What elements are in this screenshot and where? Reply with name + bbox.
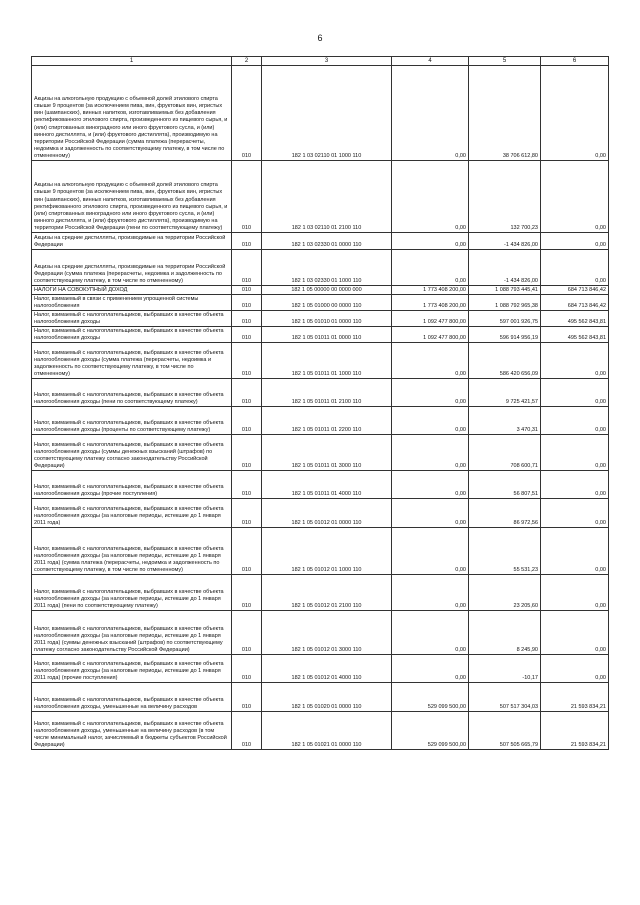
row-unexecuted-amount: 0,00 <box>541 66 609 161</box>
row-line-code: 010 <box>232 295 262 311</box>
row-budget-code: 182 1 03 02110 01 2100 110 <box>262 161 392 233</box>
row-budget-code: 182 1 05 01012 01 3000 110 <box>262 611 392 655</box>
row-line-code: 010 <box>232 66 262 161</box>
row-budget-code: 182 1 05 01011 01 1000 110 <box>262 343 392 379</box>
row-line-code: 010 <box>232 435 262 471</box>
row-unexecuted-amount: 495 562 843,81 <box>541 311 609 327</box>
row-unexecuted-amount: 0,00 <box>541 575 609 611</box>
row-line-code: 010 <box>232 528 262 575</box>
row-line-code: 010 <box>232 311 262 327</box>
row-executed-amount: -1 434 826,00 <box>469 233 541 250</box>
table-row <box>32 712 609 750</box>
row-executed-amount: 8 245,90 <box>469 611 541 655</box>
row-unexecuted-amount: 0,00 <box>541 343 609 379</box>
row-budget-code: 182 1 03 02330 01 0000 110 <box>262 233 392 250</box>
row-name: Акцизы на алкогольную продукцию с объемной долей этилового спирта свыше 9 процентов (за исключением пива, вин, фруктовых вин, игристых вин (шампанских), винных напитков, изготавливаемых без добавления ректификованного этилового спирта, произведенного из пищевого сырья, и (или) спиртованных виноградного или иного фруктового сусла, и (или) винного дистиллята, и (или) фруктового дистиллята), производимую на территории Российской Федерации (пени по соответствующему платежу) <box>32 161 232 233</box>
column-number: 5 <box>469 57 541 66</box>
row-unexecuted-amount: 0,00 <box>541 233 609 250</box>
row-budget-code: 182 1 05 01020 01 0000 110 <box>262 683 392 712</box>
row-budget-code: 182 1 05 01000 00 0000 110 <box>262 295 392 311</box>
revenue-report-table <box>31 56 609 750</box>
row-planned-amount: 0,00 <box>392 379 469 407</box>
row-planned-amount: 1 092 477 800,00 <box>392 311 469 327</box>
table-row <box>32 311 609 327</box>
row-unexecuted-amount: 495 562 843,81 <box>541 327 609 343</box>
column-number: 2 <box>232 57 262 66</box>
row-executed-amount: 596 914 956,19 <box>469 327 541 343</box>
row-line-code: 010 <box>232 233 262 250</box>
row-executed-amount: 507 505 665,79 <box>469 712 541 750</box>
row-name: Налог, взимаемый с налогоплательщиков, выбравших в качестве объекта налогообложения доходы (прочие поступления) <box>32 471 232 499</box>
row-name: НАЛОГИ НА СОВОКУПНЫЙ ДОХОД <box>32 286 232 295</box>
row-name: Налог, взимаемый в связи с применением упрощенной системы налогообложения <box>32 295 232 311</box>
row-budget-code: 182 1 05 01010 01 0000 110 <box>262 311 392 327</box>
row-planned-amount: 0,00 <box>392 499 469 528</box>
row-line-code: 010 <box>232 327 262 343</box>
row-unexecuted-amount: 21 593 834,21 <box>541 683 609 712</box>
table-row <box>32 435 609 471</box>
row-planned-amount: 529 099 500,00 <box>392 712 469 750</box>
table-row <box>32 66 609 161</box>
row-name: Налог, взимаемый с налогоплательщиков, выбравших в качестве объекта налогообложения доходы <box>32 327 232 343</box>
row-planned-amount: 0,00 <box>392 407 469 435</box>
row-planned-amount: 0,00 <box>392 471 469 499</box>
row-planned-amount: 0,00 <box>392 655 469 683</box>
row-budget-code: 182 1 03 02110 01 1000 110 <box>262 66 392 161</box>
row-unexecuted-amount: 0,00 <box>541 379 609 407</box>
row-planned-amount: 1 773 408 200,00 <box>392 295 469 311</box>
row-name: Налог, взимаемый с налогоплательщиков, выбравших в качестве объекта налогообложения доходы (за налоговые периоды, истекшие до 1 января 2011 года) (пени по соответствующему платежу) <box>32 575 232 611</box>
column-number: 3 <box>262 57 392 66</box>
row-line-code: 010 <box>232 343 262 379</box>
row-executed-amount: 1 088 793 445,41 <box>469 286 541 295</box>
row-budget-code: 182 1 05 01011 01 0000 110 <box>262 327 392 343</box>
row-name: Налог, взимаемый с налогоплательщиков, выбравших в качестве объекта налогообложения доходы (за налоговые периоды, истекшие до 1 января 2011 года) (прочие поступления) <box>32 655 232 683</box>
row-budget-code: 182 1 05 01011 01 4000 110 <box>262 471 392 499</box>
row-name: Акцизы на алкогольную продукцию с объемной долей этилового спирта свыше 9 процентов (за исключением пива, вин, фруктовых вин, игристых вин (шампанских), винных напитков, изготавливаемых без добавления ректификованного этилового спирта, произведенного из пищевого сырья, и (или) спиртованных виноградного или иного фруктового сусла, и (или) винного дистиллята, и (или) фруктового дистиллята), производимую на территории Российской Федерации (сумма платежа (перерасчеты, недоимка и задолженность по соответствующему платежу, в том числе по отмененному) <box>32 66 232 161</box>
table-row <box>32 611 609 655</box>
table-row <box>32 683 609 712</box>
row-planned-amount: 0,00 <box>392 66 469 161</box>
row-line-code: 010 <box>232 250 262 286</box>
row-line-code: 010 <box>232 161 262 233</box>
row-executed-amount: 586 420 656,09 <box>469 343 541 379</box>
row-unexecuted-amount: 0,00 <box>541 161 609 233</box>
row-name: Налог, взимаемый с налогоплательщиков, выбравших в качестве объекта налогообложения доходы (за налоговые периоды, истекшие до 1 января 2011 года) (суммы денежных взысканий (штрафов) по соответствующему платежу согласно законодательству Российской Федерации) <box>32 611 232 655</box>
table-row <box>32 471 609 499</box>
row-budget-code: 182 1 05 01012 01 2100 110 <box>262 575 392 611</box>
table-row <box>32 250 609 286</box>
row-executed-amount: 56 807,51 <box>469 471 541 499</box>
row-unexecuted-amount: 0,00 <box>541 655 609 683</box>
row-planned-amount: 1 092 477 800,00 <box>392 327 469 343</box>
column-number-row <box>32 57 609 66</box>
column-number: 1 <box>32 57 232 66</box>
row-name: Акцизы на средние дистилляты, производимые на территории Российской Федерации <box>32 233 232 250</box>
row-budget-code: 182 1 05 01011 01 3000 110 <box>262 435 392 471</box>
row-line-code: 010 <box>232 407 262 435</box>
row-planned-amount: 0,00 <box>392 250 469 286</box>
row-name: Налог, взимаемый с налогоплательщиков, выбравших в качестве объекта налогообложения доходы (сумма платежа (перерасчеты, недоимка и задолженность по соответствующему платежу, в том числе по отмененному) <box>32 343 232 379</box>
table-row <box>32 343 609 379</box>
row-executed-amount: 86 972,56 <box>469 499 541 528</box>
row-executed-amount: 23 205,60 <box>469 575 541 611</box>
row-line-code: 010 <box>232 712 262 750</box>
row-name: Налог, взимаемый с налогоплательщиков, выбравших в качестве объекта налогообложения доходы, уменьшенные на величину расходов (в том числе минимальный налог, зачисляемый в бюджеты субъектов Российской Федерации) <box>32 712 232 750</box>
row-planned-amount: 0,00 <box>392 528 469 575</box>
table-row <box>32 407 609 435</box>
column-number: 6 <box>541 57 609 66</box>
row-unexecuted-amount: 21 593 834,21 <box>541 712 609 750</box>
table-row <box>32 575 609 611</box>
row-name: Налог, взимаемый с налогоплательщиков, выбравших в качестве объекта налогообложения доходы (за налоговые периоды, истекшие до 1 января 2011 года) <box>32 499 232 528</box>
row-executed-amount: 507 517 304,03 <box>469 683 541 712</box>
row-name: Налог, взимаемый с налогоплательщиков, выбравших в качестве объекта налогообложения доходы (суммы денежных взысканий (штрафов) по соответствующему платежу согласно законодательству Российской Федерации) <box>32 435 232 471</box>
row-executed-amount: 132 700,23 <box>469 161 541 233</box>
row-name: Налог, взимаемый с налогоплательщиков, выбравших в качестве объекта налогообложения доходы (за налоговые периоды, истекшие до 1 января 2011 года) (сумма платежа (перерасчеты, недоимка и задолженность по соответствующему платежу, в том числе по отмененному) <box>32 528 232 575</box>
row-budget-code: 182 1 05 01012 01 4000 110 <box>262 655 392 683</box>
row-executed-amount: 597 001 926,75 <box>469 311 541 327</box>
row-planned-amount: 0,00 <box>392 161 469 233</box>
row-planned-amount: 0,00 <box>392 611 469 655</box>
row-line-code: 010 <box>232 286 262 295</box>
row-unexecuted-amount: 0,00 <box>541 435 609 471</box>
row-budget-code: 182 1 03 02330 01 1000 110 <box>262 250 392 286</box>
row-line-code: 010 <box>232 379 262 407</box>
row-budget-code: 182 1 05 01021 01 0000 110 <box>262 712 392 750</box>
row-budget-code: 182 1 05 01011 01 2100 110 <box>262 379 392 407</box>
row-planned-amount: 0,00 <box>392 435 469 471</box>
row-unexecuted-amount: 0,00 <box>541 407 609 435</box>
row-executed-amount: 708 600,71 <box>469 435 541 471</box>
row-unexecuted-amount: 684 713 846,42 <box>541 295 609 311</box>
row-line-code: 010 <box>232 683 262 712</box>
row-executed-amount: 55 531,23 <box>469 528 541 575</box>
row-name: Налог, взимаемый с налогоплательщиков, выбравших в качестве объекта налогообложения доходы (пени по соответствующему платежу) <box>32 379 232 407</box>
row-name: Налог, взимаемый с налогоплательщиков, выбравших в качестве объекта налогообложения доходы (проценты по соответствующему платежу) <box>32 407 232 435</box>
row-line-code: 010 <box>232 471 262 499</box>
row-unexecuted-amount: 0,00 <box>541 611 609 655</box>
row-executed-amount: -1 434 826,00 <box>469 250 541 286</box>
table-row <box>32 327 609 343</box>
row-unexecuted-amount: 0,00 <box>541 499 609 528</box>
row-name: Налог, взимаемый с налогоплательщиков, выбравших в качестве объекта налогообложения доходы <box>32 311 232 327</box>
row-planned-amount: 0,00 <box>392 343 469 379</box>
row-budget-code: 182 1 05 01012 01 1000 110 <box>262 528 392 575</box>
row-budget-code: 182 1 05 01011 01 2200 110 <box>262 407 392 435</box>
row-executed-amount: 3 470,31 <box>469 407 541 435</box>
table-row <box>32 286 609 295</box>
row-line-code: 010 <box>232 611 262 655</box>
row-name: Налог, взимаемый с налогоплательщиков, выбравших в качестве объекта налогообложения доходы, уменьшенные на величину расходов <box>32 683 232 712</box>
row-name: Акцизы на средние дистилляты, производимые на территории Российской Федерации (сумма платежа (перерасчеты, недоимка и задолженность по соответствующему платежу, в том числе по отмененному) <box>32 250 232 286</box>
row-budget-code: 182 1 05 00000 00 0000 000 <box>262 286 392 295</box>
row-executed-amount: 9 725 421,57 <box>469 379 541 407</box>
row-planned-amount: 1 773 408 200,00 <box>392 286 469 295</box>
column-number: 4 <box>392 57 469 66</box>
table-row <box>32 161 609 233</box>
row-executed-amount: -10,17 <box>469 655 541 683</box>
row-unexecuted-amount: 0,00 <box>541 528 609 575</box>
table-row <box>32 379 609 407</box>
row-planned-amount: 529 099 500,00 <box>392 683 469 712</box>
row-line-code: 010 <box>232 575 262 611</box>
page-number: 6 <box>317 33 323 43</box>
row-unexecuted-amount: 0,00 <box>541 250 609 286</box>
row-planned-amount: 0,00 <box>392 233 469 250</box>
table-row <box>32 295 609 311</box>
table-row <box>32 499 609 528</box>
row-executed-amount: 1 088 792 965,38 <box>469 295 541 311</box>
row-unexecuted-amount: 0,00 <box>541 471 609 499</box>
row-executed-amount: 38 706 612,80 <box>469 66 541 161</box>
table-row <box>32 233 609 250</box>
row-line-code: 010 <box>232 655 262 683</box>
row-unexecuted-amount: 684 713 846,42 <box>541 286 609 295</box>
table-row <box>32 655 609 683</box>
row-budget-code: 182 1 05 01012 01 0000 110 <box>262 499 392 528</box>
table-row <box>32 528 609 575</box>
row-line-code: 010 <box>232 499 262 528</box>
row-planned-amount: 0,00 <box>392 575 469 611</box>
